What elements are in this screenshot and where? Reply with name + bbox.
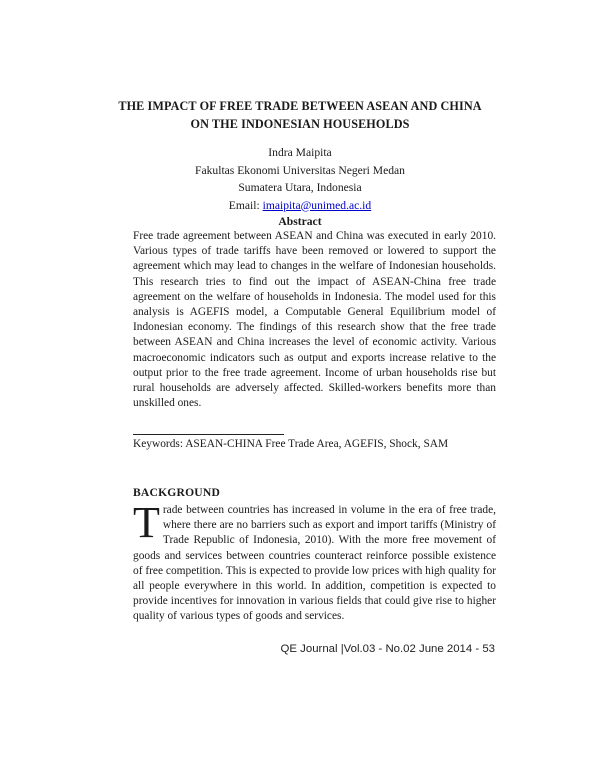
- paper-title-line-1: THE IMPACT OF FREE TRADE BETWEEN ASEAN AND CHINA: [118, 99, 482, 113]
- background-text: rade between countries has increased in volume in the era of free trade, where there are no barriers such as export and import tariffs (Ministry of Trade Republic of Indonesia, 2010). With the more free movement of goods and services between countries counteract reinforce possible existence of free competition. This is expected to provide low prices with high quality for all people everywhere in this world. In addition, competition is expected to provide incentives for innovation in various fields that could give rise to higher quality of various types of goods and services.: [133, 504, 496, 623]
- abstract-text: Free trade agreement between ASEAN and China was executed in early 2010. Various types of trade tariffs have been removed or lowered to support the agreement which may lead to changes in the welfare of Indonesian households. This research tries to find out the impact of ASEAN-China free trade agreement on the welfare of households in Indonesia. The model used for this analysis is AGEFIS model, a Computable General Equilibrium model of Indonesian economy. The findings of this research show that the free trade between ASEAN and China increases the level of economic activity. Various macroeconomic indicators such as output and exports increase relative to the output prior to the free trade agreement. Income of urban households rise but rural households are adversely affected. Skilled-workers benefits more than unskilled ones.: [133, 230, 496, 410]
- author-location: Sumatera Utara, Indonesia: [238, 181, 362, 194]
- author-email-line: [0, 197, 600, 215]
- email-label: Email:: [228, 198, 260, 212]
- keywords: Keywords: ASEAN-CHINA Free Trade Area, AGEFIS, Shock, SAM: [133, 438, 449, 450]
- background-paragraph: [133, 498, 496, 625]
- paper-title: [0, 97, 600, 133]
- paper-title-line-2: ON THE INDONESIAN HOUSEHOLDS: [190, 117, 410, 131]
- drop-cap: T: [133, 498, 160, 547]
- page-footer: QE Journal |Vol.03 - No.02 June 2014 - 53: [280, 643, 495, 655]
- abstract-heading: Abstract: [278, 215, 322, 228]
- background-heading: BACKGROUND: [133, 486, 221, 499]
- email-link[interactable]: imaipita@unimed.ac.id: [262, 198, 372, 212]
- keywords-divider: [133, 434, 284, 435]
- author-affiliation: Fakultas Ekonomi Universitas Negeri Medan: [195, 163, 405, 177]
- author-block: [0, 144, 600, 214]
- author-name: Indra Maipita: [268, 146, 332, 159]
